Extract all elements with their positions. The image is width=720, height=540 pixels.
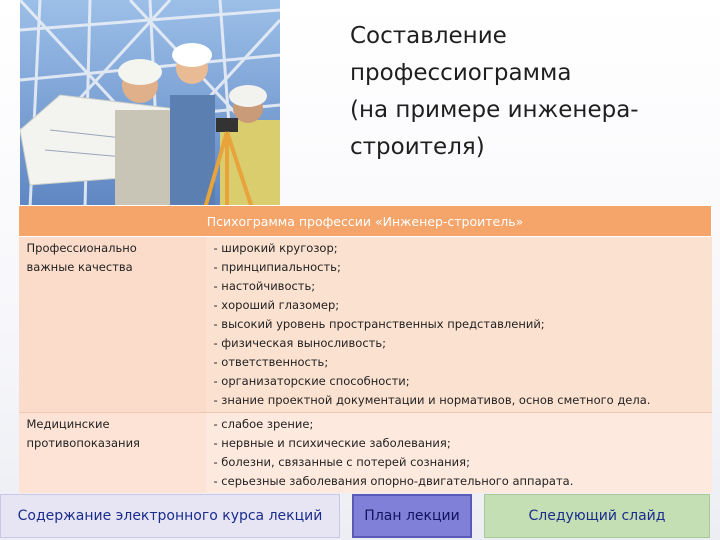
row-label-line: противопоказания xyxy=(26,436,140,450)
title-line-4: строителя) xyxy=(350,134,485,160)
psychogram-table xyxy=(18,205,712,493)
row-label-contraindications xyxy=(19,413,206,494)
list-item: - хороший глазомер; xyxy=(213,298,340,312)
table-header: Психограмма профессии «Инженер-строитель» xyxy=(19,206,712,237)
list-item: - высокий уровень пространственных представлений; xyxy=(213,317,545,331)
qualities-list xyxy=(206,237,712,413)
title-line-2: профессиограмма xyxy=(350,60,572,86)
slide-title xyxy=(350,18,710,166)
contraindications-list xyxy=(206,413,712,494)
title-line-3: (на примере инженера- xyxy=(350,97,639,123)
row-label-important-qualities xyxy=(19,237,206,413)
row-label-line: Профессионально xyxy=(26,241,137,255)
list-item: - знание проектной документации и нормативов, основ сметного дела. xyxy=(213,393,651,407)
title-line-1: Составление xyxy=(350,23,507,49)
engineers-photo xyxy=(20,0,280,208)
list-item: - серьезные заболевания опорно-двигательного аппарата. xyxy=(213,474,574,488)
next-slide-button[interactable]: Следующий слайд xyxy=(484,494,710,538)
list-item: - нервные и психические заболевания; xyxy=(213,436,451,450)
list-item: - слабое зрение; xyxy=(213,417,314,431)
list-item: - ответственность; xyxy=(213,355,329,369)
list-item: - настойчивость; xyxy=(213,279,316,293)
list-item: - болезни, связанные с потерей сознания; xyxy=(213,455,470,469)
table-row xyxy=(19,237,712,413)
list-item: - широкий кругозор; xyxy=(213,241,338,255)
course-contents-button[interactable]: Содержание электронного курса лекций xyxy=(0,494,340,538)
row-label-line: важные качества xyxy=(26,260,133,274)
table-row xyxy=(19,413,712,494)
construction-workers-image xyxy=(20,0,280,208)
row-label-line: Медицинские xyxy=(26,417,110,431)
list-item: - принципиальность; xyxy=(213,260,341,274)
list-item: - организаторские способности; xyxy=(213,374,410,388)
list-item: - физическая выносливость; xyxy=(213,336,387,350)
lecture-plan-button[interactable]: План лекции xyxy=(352,494,472,538)
